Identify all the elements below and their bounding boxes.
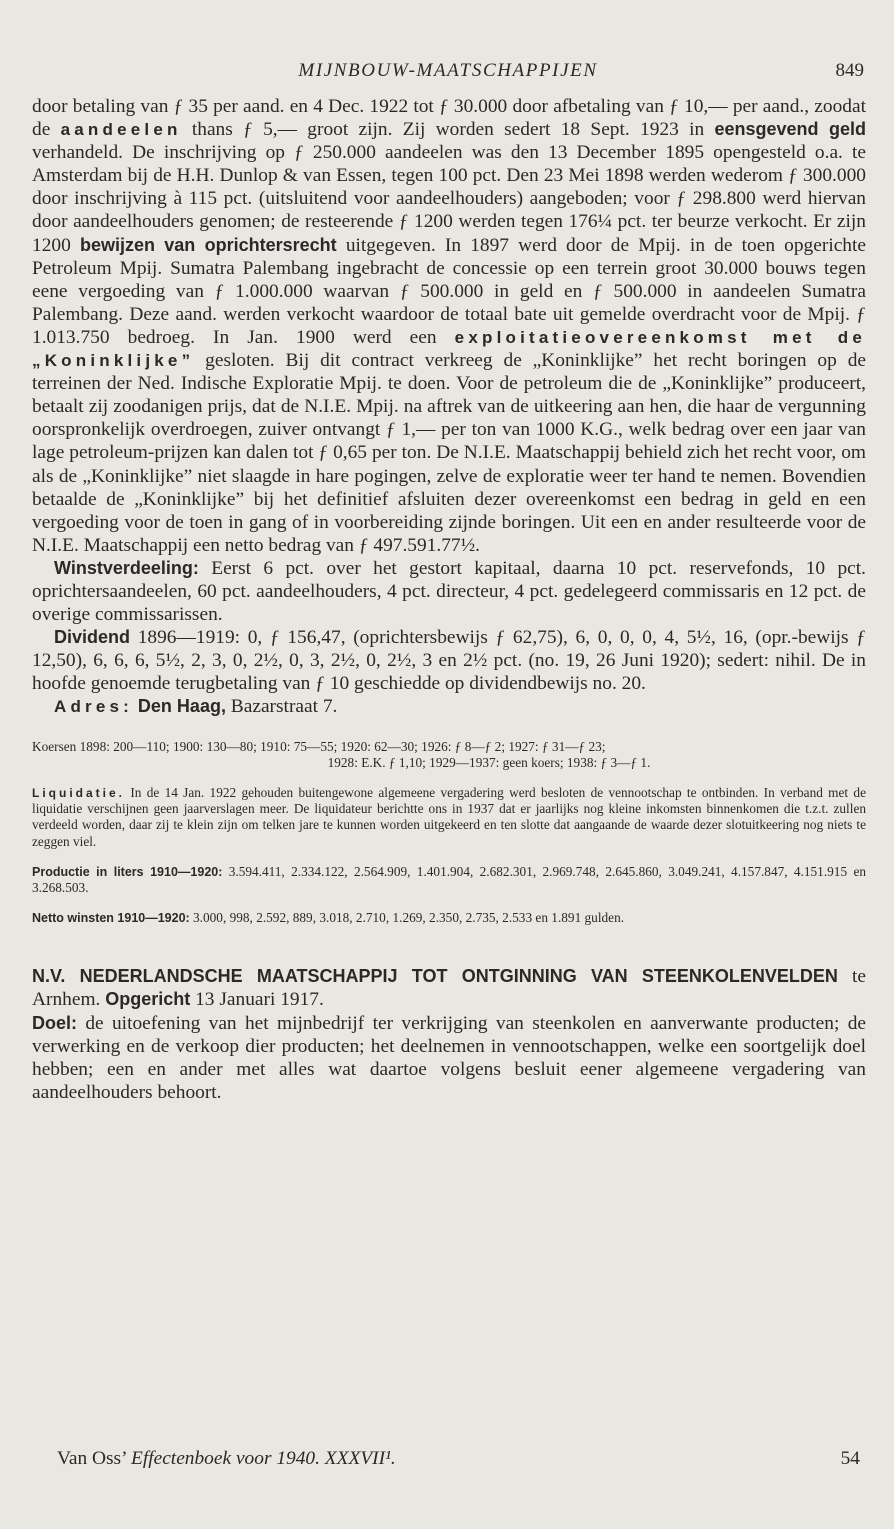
footer-publisher: Van Oss’ <box>57 1448 131 1469</box>
paragraph-dividend: Dividend 1896—1919: 0, ƒ 156,47, (oprichtersbewijs ƒ 62,75), 6, 0, 0, 0, 4, 5½, 16, (opr.-bewijs ƒ 12,50), 6, 6, 6, 5½, 2, 3, 0, 2½, 0, 3, 2½, 0, 2½, 3 en 2½ pct. (no. 19, 26 Juni 1920); sedert: nihil. De in hoofde genoemde terugbetaling van ƒ 10 geschiedde op dividendbewijs no. 20. <box>32 627 866 695</box>
paragraph-company-heading: N.V. NEDERLANDSCHE MAATSCHAPPIJ TOT ONTGINNING VAN STEENKOLENVELDEN te Arnhem. Opgericht 13 Januari 1917. <box>32 966 866 1011</box>
opgericht-label: Opgericht <box>105 989 191 1010</box>
winstverdeeling-label: Winstverdeeling: <box>54 557 199 578</box>
adres-label: Adres: <box>54 697 134 717</box>
emphasis-eensgevend-geld: eensgevend geld <box>714 119 866 140</box>
dividend-label: Dividend <box>54 627 131 648</box>
main-text <box>32 95 866 1104</box>
page-number: 849 <box>835 60 864 81</box>
paragraph-winstverdeeling: Winstverdeeling: Eerst 6 pct. over het gestort kapitaal, daarna 10 pct. reservefonds, 10 pct. oprichtersaandeelen, 60 pct. aandeelhouders, 4 pct. directeur, 4 pct. gedelegeerd commissaris en 12 pct. de overige commissarissen. <box>32 557 866 626</box>
adres-city: Den Haag, <box>137 696 226 717</box>
paragraph-liquidatie: Liquidatie. In de 14 Jan. 1922 gehouden buitengewone algemeene vergadering werd besloten de vennootschap te ontbinden. In verband met de liquidatie verschijnen geen jaarverslagen meer. De liquidateur berichtte ons in 1937 dat er jaarlijks nog kleine inkomsten binnenkomen die t.z.t. zullen verdeeld worden, daar zij te klein zijn om telken jare te kunnen worden uitgekeerd en ten slotte dat aangaande de waarde dezer slotuitkeering nog niets te zeggen viel. <box>32 784 866 849</box>
emphasis-aandeelen: aandeelen <box>60 120 182 140</box>
liquidatie-label: Liquidatie. <box>32 785 125 800</box>
page-footer <box>57 1448 860 1470</box>
doel-label: Doel: <box>32 1012 77 1033</box>
paragraph-adres: Adres: Den Haag, Bazarstraat 7. <box>54 696 338 718</box>
koersen-line-1: Koersen 1898: 200—110; 1900: 130—80; 1910: 75—55; 1920: 62—30; 1926: ƒ 8—ƒ 2; 1927: ƒ 31—ƒ 23; <box>32 738 606 754</box>
emphasis-exploitatieovereenkomst: exploitatieovereenkomst met de „Koninklijke” <box>32 327 866 371</box>
netto-winsten-label: Netto winsten 1910—1920: <box>32 911 190 926</box>
emphasis-oprichtersrecht: bewijzen van oprichtersrecht <box>79 234 337 255</box>
footer-page-number: 54 <box>840 1448 860 1469</box>
footer-book-title: Effectenboek voor 1940. XXXVII¹. <box>130 1448 396 1469</box>
paragraph-productie: Productie in liters 1910—1920: 3.594.411, 2.334.122, 2.564.909, 1.401.904, 2.682.301, 2.969.748, 2.645.860, 3.049.241, 4.157.847, 4.151.915 en 3.268.503. <box>32 863 866 895</box>
running-header <box>32 60 864 86</box>
paragraph-doel: Doel: de uitoefening van het mijnbedrijf ter verkrijging van steenkolen en aanverwante producten; de verwerking en de verkoop dier producten; het deelnemen in vennootschappen, welke een soortgelijk doel hebben; een en ander met alles wat daartoe volgens besluit eener algemeene vergadering van aandeelhouders behoort. <box>32 1012 866 1103</box>
koersen-line-2: 1928: E.K. ƒ 1,10; 1929—1937: geen koers; 1938: ƒ 3—ƒ 1. <box>327 754 651 770</box>
productie-label: Productie in liters 1910—1920: <box>32 864 223 879</box>
running-title: MIJNBOUW-MAATSCHAPPIJEN <box>298 60 598 81</box>
paragraph-capital: door betaling van ƒ 35 per aand. en 4 Dec. 1922 tot ƒ 30.000 door afbetaling van ƒ 10,— per aand., zoodat de aandeelen thans ƒ 5,— groot zijn. Zij worden sedert 18 Sept. 1923 in eensgevend geld verhandeld. De inschrijving op ƒ 250.000 aandeelen was den 13 December 1895 opengesteld o.a. te Amsterdam bij de H.H. Dunlop & van Essen, tegen 100 pct. Den 23 Mei 1898 werden wederom ƒ 300.000 door inschrijving à 115 pct. (uitsluitend voor aandeelhouders) aangeboden; voor ƒ 298.800 werd hiervan door aandeelhouders genomen; de resteerende ƒ 1200 werden tegen 176¼ pct. ter beurze verkocht. Er zijn 1200 bewijzen van oprichtersrecht uitgegeven. In 1897 werd door de Mpij. in de toen opgerichte Petroleum Mpij. Sumatra Palembang ingebracht de concessie op een terrein groot 30.000 bouws tegen eene vergoeding van ƒ 1.000.000 waarvan ƒ 500.000 in geld en ƒ 500.000 in aandeelen Sumatra Palembang. Deze aand. werden verkocht waardoor de totaal bate uit gemelde overdracht voor de Mpij. ƒ 1.013.750 bedroeg. In Jan. 1900 werd een exploitatieovereenkomst met de „Koninklijke” gesloten. Bij dit contract verkreeg de „Koninklijke” het recht boringen op de terreinen der Ned. Indische Exploratie Mpij. te doen. Voor de petroleum die de „Koninklijke” produceert, betaalt zij zoodanigen prijs, dat de N.I.E. Mpij. na aftrek van de uitkeering aan hen, die haar de vergunning oorspronkelijk overdroegen, zuiver ontvangt ƒ 1,— per ton van 1000 K.G., welk bedrag over een jaar van lage petroleum-prijzen kan dalen tot ƒ 0,65 per ton. De N.I.E. Maatschappij behield zich het recht voor, om als de „Koninklijke” niet slaagde in hare pogingen, zelve de exploratie weer ter hand te nemen. Bovendien betaalde de „Koninklijke” bij het definitief afsluiten dezer overeenkomst een bedrag in geld en een vergoeding voor de toen in gang of in voorbereiding zijnde boringen. Uit een en ander resulteerde voor de N.I.E. Maatschappij een netto bedrag van ƒ 497.591.77½. <box>32 96 867 556</box>
paragraph-netto-winsten: Netto winsten 1910—1920: 3.000, 998, 2.592, 889, 3.018, 2.710, 1.269, 2.350, 2.735, 2.533 en 1.891 gulden. <box>32 910 625 926</box>
company-title: N.V. NEDERLANDSCHE MAATSCHAPPIJ TOT ONTGINNING VAN STEENKOLENVELDEN <box>32 966 838 987</box>
